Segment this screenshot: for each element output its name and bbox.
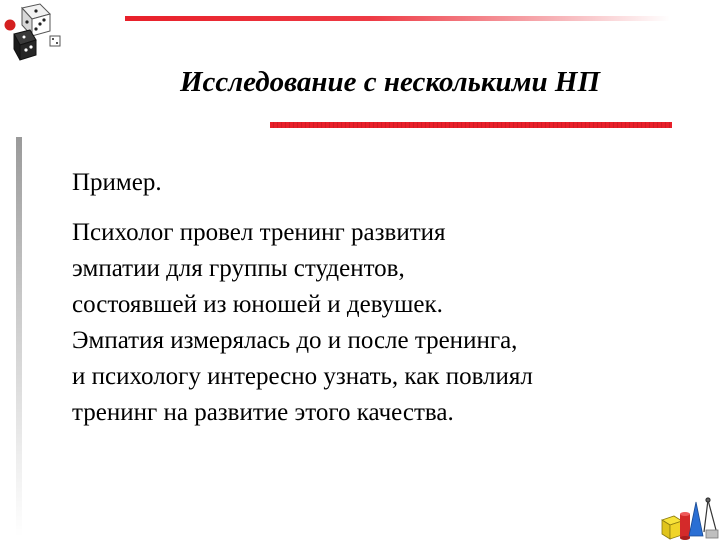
title-underline — [270, 122, 672, 128]
compass-tool-shape — [704, 498, 716, 532]
body-line: состоявшей из юношей и девушек. — [72, 291, 443, 318]
red-cylinder-shape — [680, 512, 690, 540]
yellow-cube-shape — [662, 516, 682, 539]
body-paragraph — [72, 215, 692, 431]
body-line: эмпатии для группы студентов, — [72, 255, 405, 282]
intro-paragraph: Пример. — [72, 169, 162, 196]
body-line: тренинг на развитие этого качества. — [72, 399, 454, 426]
small-die-shape — [50, 36, 60, 46]
slide-body — [72, 165, 692, 431]
slide-title: Исследование с несколькими НП — [179, 66, 601, 98]
left-accent-bar — [16, 137, 22, 537]
red-ball-shape — [5, 20, 16, 31]
black-die-shape — [14, 30, 36, 60]
body-line: Эмпатия измерялась до и после тренинга, — [72, 327, 518, 354]
top-divider-line — [125, 16, 670, 21]
geometric-shapes-icon — [656, 492, 720, 540]
body-line: Психолог провел тренинг развития — [72, 219, 446, 246]
blue-cone-shape — [689, 502, 703, 536]
dice-logo-icon — [0, 0, 70, 62]
gray-block-shape — [706, 530, 718, 538]
body-line: и психологу интересно узнать, как повлиял — [72, 363, 533, 390]
